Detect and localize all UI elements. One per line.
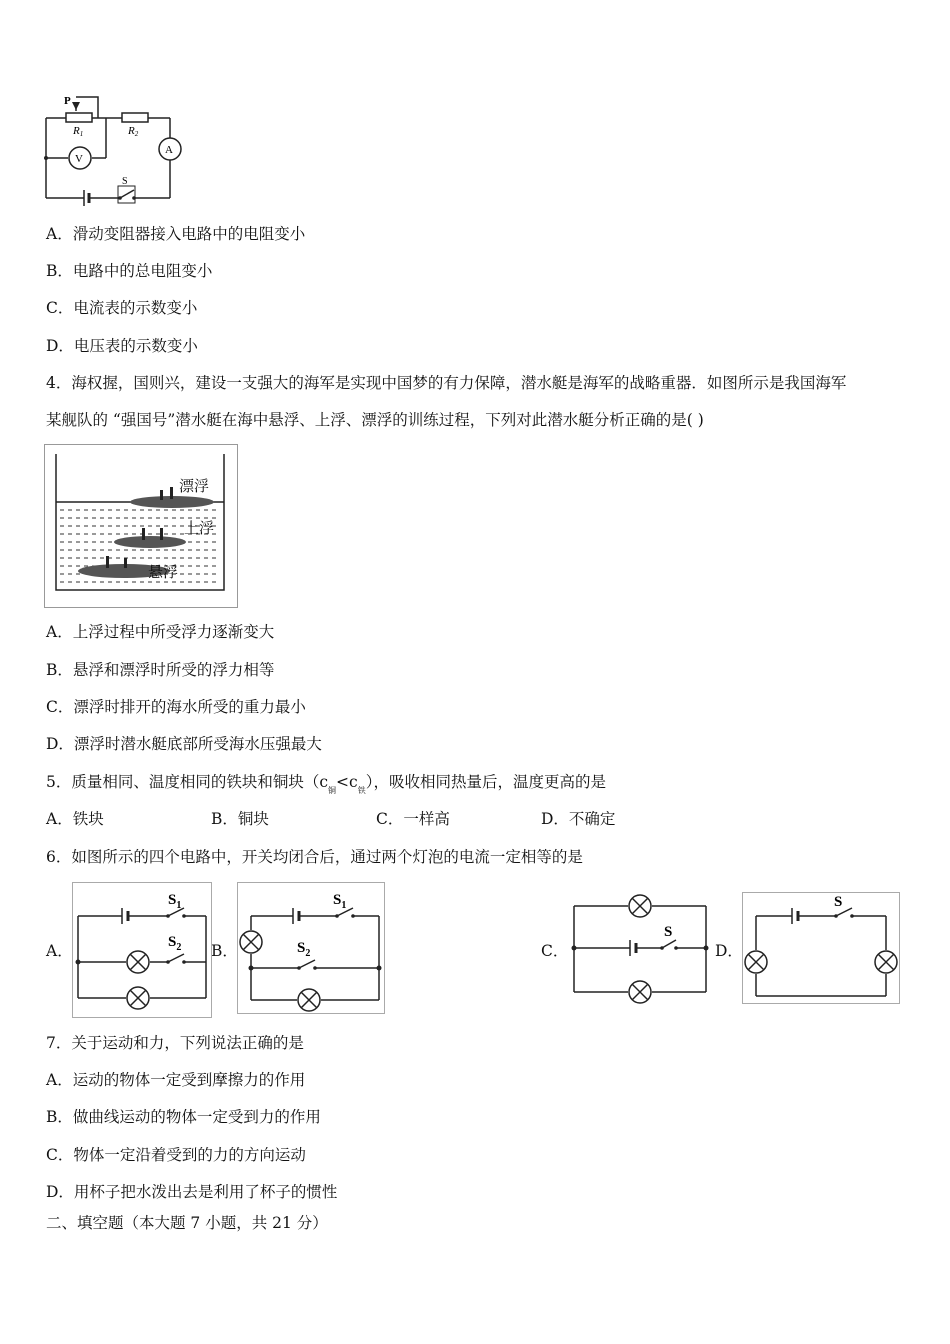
q3-option-b: B．电路中的总电阻变小 bbox=[46, 262, 213, 280]
q7-option-b: B．做曲线运动的物体一定受到力的作用 bbox=[46, 1108, 321, 1126]
q7-stem: 7．关于运动和力，下列说法正确的是 bbox=[46, 1034, 304, 1052]
label-r2: R2 bbox=[128, 125, 139, 138]
label-s: S bbox=[664, 924, 673, 940]
q4-stem-line1: 4．海权握，国则兴，建设一支强大的海军是实现中国梦的有力保障，潜水艇是海军的战略重器．如图所示是我国海军 bbox=[46, 374, 847, 392]
q6-circuit-d bbox=[742, 892, 900, 1004]
q7-option-a: A．运动的物体一定受到摩擦力的作用 bbox=[46, 1071, 306, 1089]
label-shangfu: 上浮 bbox=[184, 521, 215, 537]
q3-option-a: A．滑动变阻器接入电路中的电阻变小 bbox=[46, 225, 306, 243]
q5-option-a: A．铁块 bbox=[46, 810, 104, 828]
q6-label-c: C． bbox=[541, 942, 569, 960]
q6-stem: 6．如图所示的四个电路中，开关均闭合后，通过两个灯泡的电流一定相等的是 bbox=[46, 848, 583, 866]
label-s2: $S_2$ bbox=[297, 940, 311, 959]
q4-option-d: D．漂浮时潜水艇底部所受海水压强最大 bbox=[46, 735, 322, 753]
q6-label-d: D． bbox=[715, 942, 743, 960]
q4-option-b: B．悬浮和漂浮时所受的浮力相等 bbox=[46, 661, 275, 679]
q4-option-a: A．上浮过程中所受浮力逐渐变大 bbox=[46, 623, 275, 641]
q5-option-c: C．一样高 bbox=[376, 810, 450, 828]
label-xuanfu: 悬浮 bbox=[148, 565, 179, 581]
q7-option-d: D．用杯子把水泼出去是利用了杯子的惯性 bbox=[46, 1183, 338, 1201]
q3-option-d: D．电压表的示数变小 bbox=[46, 337, 198, 355]
label-piaofu: 漂浮 bbox=[179, 479, 210, 495]
q6-circuit-b bbox=[237, 882, 385, 1014]
label-s2: $S_2$ bbox=[168, 934, 182, 953]
section-heading: 二、填空题（本大题 7 小题，共 21 分） bbox=[46, 1214, 328, 1232]
q6-label-a: A． bbox=[46, 942, 73, 960]
q4-option-c: C．漂浮时排开的海水所受的重力最小 bbox=[46, 698, 306, 716]
label-r1: R1 bbox=[73, 125, 84, 138]
q6-circuit-a bbox=[72, 882, 212, 1018]
q4-submarine-figure bbox=[44, 444, 238, 608]
q3-circuit-diagram bbox=[40, 90, 190, 210]
ammeter-label: A bbox=[165, 144, 173, 156]
q3-option-c: C．电流表的示数变小 bbox=[46, 299, 198, 317]
q5-stem: 5．质量相同、温度相同的铁块和铜块$(c_铜<c_铁)$，吸收相同热量后，温度更高的是 bbox=[46, 773, 606, 795]
label-s1: $S_1$ bbox=[333, 892, 347, 911]
q6-label-b: B． bbox=[211, 942, 238, 960]
q6-circuit-c bbox=[568, 890, 714, 1008]
subscript-tong: 铜 bbox=[328, 786, 337, 795]
q5-option-d: D．不确定 bbox=[541, 810, 616, 828]
label-p: P bbox=[64, 95, 71, 107]
voltmeter-label: V bbox=[75, 153, 83, 165]
q5-option-b: B．铜块 bbox=[211, 810, 269, 828]
q4-stem-line2: 某舰队的 “强国号”潜水艇在海中悬浮、上浮、漂浮的训练过程，下列对此潜水艇分析正确的是( ) bbox=[46, 411, 704, 429]
subscript-tie: 铁 bbox=[357, 786, 366, 795]
label-s: S bbox=[834, 894, 843, 910]
q7-option-c: C．物体一定沿着受到的力的方向运动 bbox=[46, 1146, 306, 1164]
switch-label: S bbox=[122, 176, 128, 187]
label-s1: $S_1$ bbox=[168, 892, 182, 911]
